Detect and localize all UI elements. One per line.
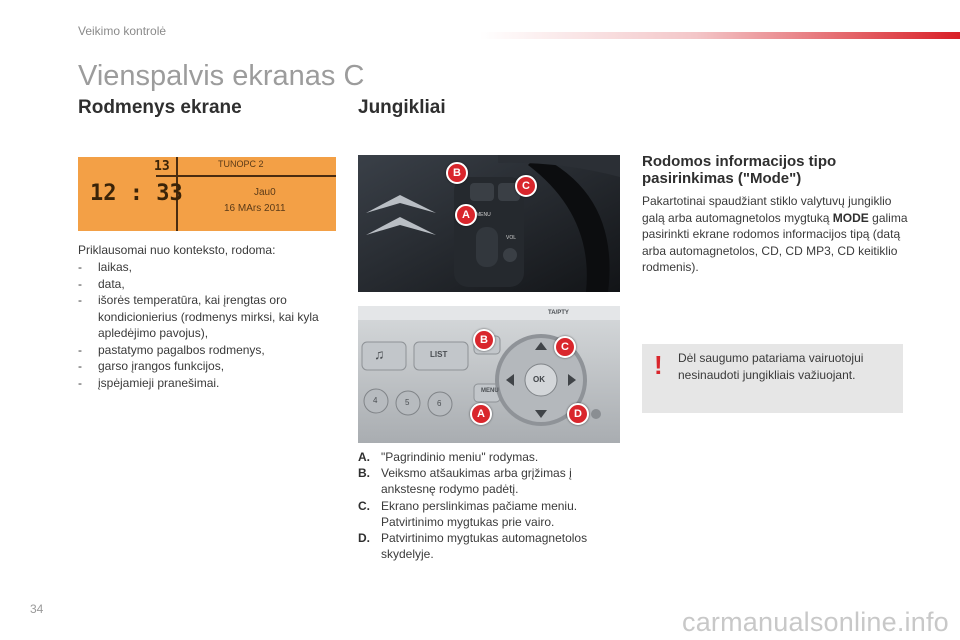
legend-item (358, 498, 618, 530)
legend-text: Ekrano perslinkimas pačiame meniu. Patvirtinimo mygtukas prie vairo. (381, 498, 578, 529)
legend-key: B. (358, 466, 370, 481)
mode-section-title: Rodomos informacijos tipo pasirinkimas ("Mode") (642, 153, 837, 187)
lcd-day: Jau0 (254, 187, 276, 198)
section-title-switches: Jungikliai (358, 97, 446, 118)
bullet-item: - garso įrangos funkcijos, (78, 358, 340, 375)
lcd-source: TUNOPC 2 (218, 159, 264, 169)
watermark: carmanualsonline.info (682, 607, 949, 637)
mode-description (642, 193, 908, 276)
radio-panel-photo (358, 306, 620, 443)
legend-key: A. (358, 450, 370, 464)
lcd-temperature: 13 (154, 159, 170, 174)
legend-text: "Pagrindinio meniu" rodymas. (381, 450, 539, 464)
page-title: Vienspalvis ekranas C (78, 60, 365, 92)
legend-key: D. (358, 531, 370, 546)
lcd-display-image (78, 157, 336, 231)
music-note-icon: ♫ (374, 346, 385, 362)
panel-label-ok: OK (533, 375, 545, 384)
display-intro: Priklausomai nuo konteksto, rodoma: (78, 243, 276, 257)
callout-badge-b: B (473, 329, 495, 351)
wheel-label-vol: VOL (506, 235, 517, 241)
exclamation-icon: ! (654, 350, 663, 380)
mode-text-before: Pakartotinai spaudžiant stiklo valytuvų jungiklio galą arba automagnetolos mygtuką (642, 194, 892, 225)
section-title-display: Rodmenys ekrane (78, 97, 242, 118)
steering-wheel-illustration (358, 155, 620, 292)
mode-text-after: galima pasirinkti ekrane rodomos informacijos tipą (datą arba automagnetolos, CD, CD MP3, CD keitiklio rodmenis). (642, 210, 908, 274)
lcd-date: 16 MArs 2011 (224, 203, 286, 214)
panel-label-ta: TA/PTY (548, 310, 569, 316)
callout-badge-c: C (515, 175, 537, 197)
legend-item (358, 449, 618, 465)
warning-text: Dėl saugumo patariama vairuotojui nesinaudoti jungikliais važiuojant. (678, 351, 864, 382)
callout-badge-a: A (470, 403, 492, 425)
panel-label-menu: MENU (481, 388, 499, 394)
page-number: 34 (30, 602, 44, 616)
legend-item (358, 465, 618, 497)
bullet-item: - įspėjamieji pranešimai. (78, 375, 340, 392)
bullet-item: - pastatymo pagalbos rodmenys, (78, 342, 340, 359)
wheel-label-menu: MENU (476, 212, 491, 218)
panel-preset-6: 6 (437, 399, 442, 408)
chapter-title: Veikimo kontrolė (78, 24, 167, 38)
legend-text: Patvirtinimo mygtukas automagnetolos skydelyje. (381, 531, 588, 562)
callout-badge-d: D (567, 403, 589, 425)
controls-legend (358, 449, 618, 562)
steering-wheel-photo (358, 155, 620, 292)
legend-key: C. (358, 498, 370, 513)
bullet-item: - data, (78, 276, 340, 293)
display-bullet-list (78, 259, 340, 391)
panel-preset-4: 4 (373, 396, 378, 405)
panel-label-list: LIST (430, 350, 448, 359)
bullet-item: - laikas, (78, 259, 340, 276)
mode-keyword: MODE (832, 210, 869, 225)
callout-badge-a: A (455, 204, 477, 226)
callout-badge-c: C (554, 336, 576, 358)
header-accent-bar (480, 32, 960, 39)
bullet-item: - išorės temperatūra, kai įrengtas oro kondicionierius (rodmenys mirksi, kai kyla apledėjimo pavojus), (78, 292, 340, 342)
lcd-time: 12 : 33 (90, 181, 183, 206)
panel-preset-5: 5 (405, 398, 410, 407)
lcd-divider-horizontal (156, 175, 336, 177)
safety-warning-box (642, 344, 903, 413)
callout-badge-b: B (446, 162, 468, 184)
legend-text: Veiksmo atšaukimas arba grįžimas į ankstesnę rodymo padėtį. (381, 466, 572, 497)
legend-item (358, 530, 618, 562)
